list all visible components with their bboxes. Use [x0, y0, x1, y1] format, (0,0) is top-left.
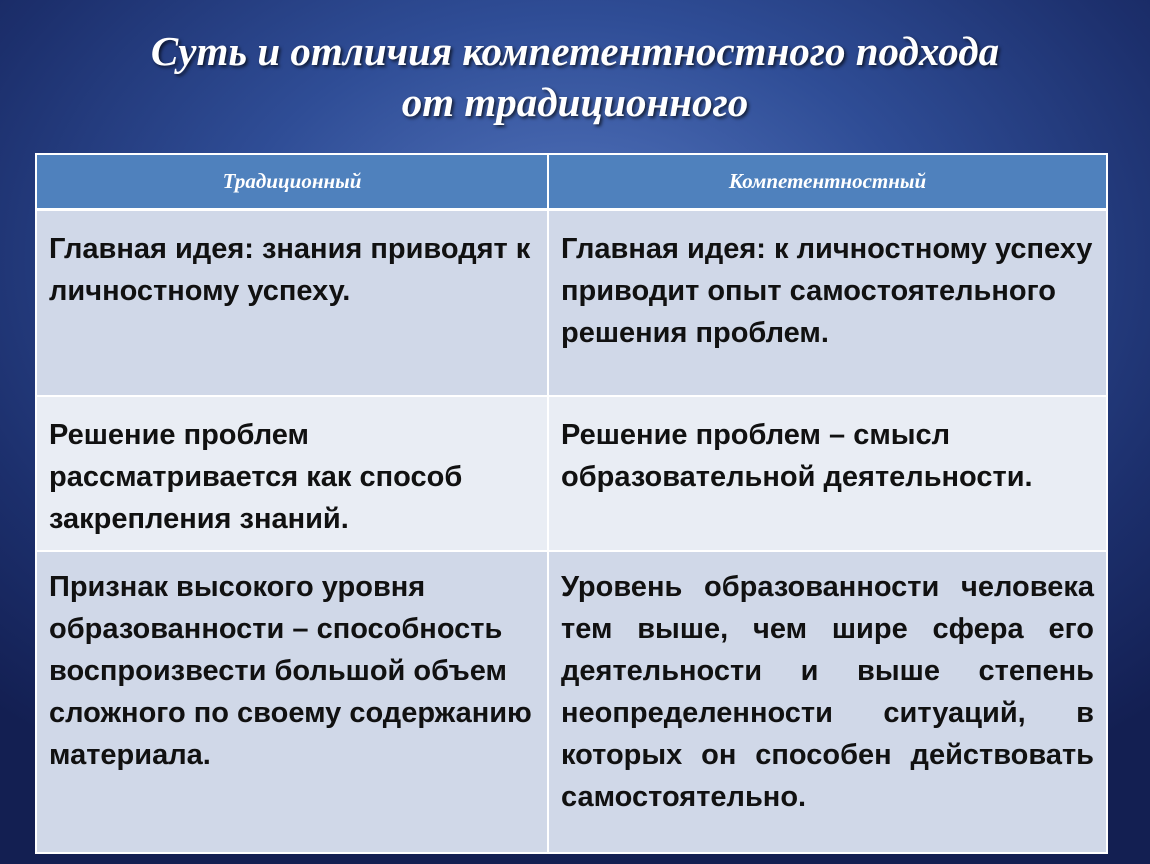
cell-text: Решение проблем рассматривается как способ закрепления знаний.	[49, 419, 463, 535]
cell-competence	[548, 551, 1107, 853]
cell-text: Признак высокого уровня образованности – способность воспроизвести большой объем сложного по своему содержанию материала.	[49, 571, 532, 771]
header-competence: Компетентностный	[548, 154, 1107, 210]
cell-text: Уровень образованности человека тем выше, чем шире сфера его деятельности и выше степень неопределенности ситуаций, в которых он способен действовать самостоятельно.	[561, 571, 1094, 813]
cell-text: Решение проблем – смысл образовательной деятельности.	[561, 419, 1033, 493]
cell-competence	[548, 396, 1107, 551]
cell-competence	[548, 210, 1107, 397]
table-row	[36, 396, 1107, 551]
cell-text: Главная идея: к личностному успеху приводит опыт самостоятельного решения проблем.	[561, 233, 1093, 349]
comparison-table	[35, 153, 1108, 854]
cell-traditional	[36, 210, 548, 397]
table-row	[36, 551, 1107, 853]
cell-traditional	[36, 551, 548, 853]
table-header-row	[36, 154, 1107, 210]
slide-title	[0, 26, 1150, 128]
cell-text: Главная идея: знания приводят к личностному успеху.	[49, 233, 531, 307]
slide-title-line-1: Суть и отличия компетентностного подхода	[150, 28, 1000, 74]
cell-traditional	[36, 396, 548, 551]
slide-title-line-2: от традиционного	[401, 79, 749, 125]
table-row	[36, 210, 1107, 397]
header-traditional: Традиционный	[36, 154, 548, 210]
